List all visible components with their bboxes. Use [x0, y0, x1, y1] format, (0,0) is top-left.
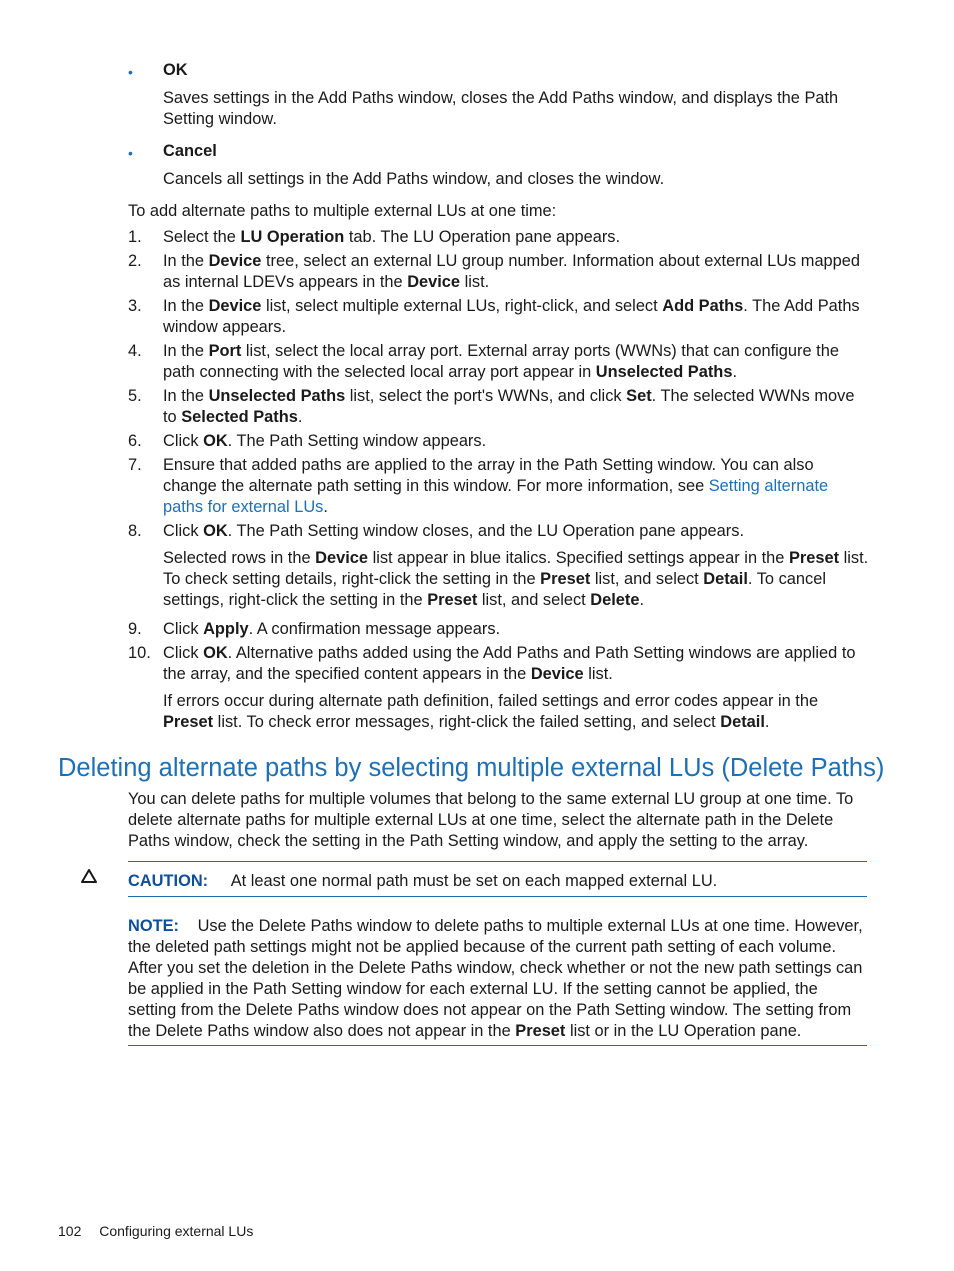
note-box — [128, 916, 868, 1042]
step-number: 3. — [128, 297, 142, 315]
note-bottom-rule — [128, 1045, 867, 1046]
step-text: In the Unselected Paths list, select the port's WWNs, and click Set. The selected WWNs move to Selected Paths. — [163, 387, 855, 426]
step-text: Click Apply. A confirmation message appears. — [163, 620, 501, 638]
step-8-detail: Selected rows in the Device list appear in blue italics. Specified settings appear in the Preset list. To check setting details, right-click the setting in the Preset list, and select Detail. To cancel settings, right-click the setting in the Preset list, and select Delete. — [163, 549, 869, 609]
step-text: In the Device tree, select an external LU group number. Information about external LUs mapped as internal LDEVs appears in the Device list. — [163, 252, 861, 291]
step-number: 5. — [128, 387, 142, 405]
step-text: Ensure that added paths are applied to the array in the Path Setting window. You can also change the alternate path setting in this window. For more information, see Setting alternate paths for external LUs. — [163, 456, 829, 516]
procedure-intro: To add alternate paths to multiple external LUs at one time: — [128, 202, 557, 220]
setting-alternate-paths-link[interactable]: Setting alternate paths for external LUs — [163, 477, 829, 516]
caution-top-rule — [128, 861, 867, 862]
step-number: 1. — [128, 228, 142, 246]
step-number: 9. — [128, 620, 142, 638]
bullet-desc-ok: Saves settings in the Add Paths window, closes the Add Paths window, and displays the Path Setting window. — [163, 89, 839, 128]
caution-box — [128, 871, 868, 892]
step-number: 8. — [128, 522, 142, 540]
step-number: 4. — [128, 342, 142, 360]
bullet-title-cancel: Cancel — [163, 142, 217, 160]
step-text: Select the LU Operation tab. The LU Operation pane appears. — [163, 228, 621, 246]
caution-label: CAUTION: — [128, 872, 209, 890]
step-10-detail: If errors occur during alternate path definition, failed settings and error codes appear in the Preset list. To check error messages, right-click the failed setting, and select Detail. — [163, 692, 819, 731]
note-text: Use the Delete Paths window to delete paths to multiple external LUs at one time. However, the deleted path settings might not be applied because of the current path setting of each volume. After you set the deletion in the Delete Paths window, check whether or not the new path settings can be applied in the Path Setting window for each external LU. If the setting cannot be applied, the setting from the Delete Paths window does not appear on the Path Setting window. The setting from the Delete Paths window also does not appear in the Preset list or in the LU Operation pane. — [128, 917, 863, 1040]
note-label: NOTE: — [128, 917, 179, 935]
caution-bottom-rule — [128, 896, 867, 897]
step-text: In the Device list, select multiple external LUs, right-click, and select Add Paths. The Add Paths window appears. — [163, 297, 860, 336]
step-text: Click OK. Alternative paths added using the Add Paths and Path Setting windows are applied to the array, and the specified content appears in the Device list. — [163, 644, 856, 683]
bullet-title-ok: OK — [163, 61, 188, 79]
bullet-dot: • — [128, 145, 133, 161]
step-text: In the Port list, select the local array port. External array ports (WWNs) that can configure the path connecting with the selected local array port appear in Unselected Paths. — [163, 342, 839, 381]
section-body: You can delete paths for multiple volumes that belong to the same external LU group at one time. To delete alternate paths for multiple external LUs at one time, select the alternate path in the Delete Paths window, check the setting in the Path Setting window, and apply the setting to the array. — [128, 790, 854, 850]
page-footer — [58, 1222, 253, 1240]
step-text: Click OK. The Path Setting window appears. — [163, 432, 487, 450]
bullet-dot: • — [128, 64, 133, 80]
caution-text: At least one normal path must be set on each mapped external LU. — [230, 872, 718, 890]
page-number: 102 — [58, 1223, 82, 1239]
chapter-title: Configuring external LUs — [99, 1223, 254, 1239]
bullet-desc-cancel: Cancels all settings in the Add Paths window, and closes the window. — [163, 170, 665, 188]
step-number: 2. — [128, 252, 142, 270]
step-number: 10. — [128, 644, 151, 662]
step-number: 6. — [128, 432, 142, 450]
step-number: 7. — [128, 456, 142, 474]
caution-triangle-icon — [80, 867, 98, 885]
section-heading: Deleting alternate paths by selecting multiple external LUs (Delete Paths) — [58, 754, 885, 782]
step-text: Click OK. The Path Setting window closes, and the LU Operation pane appears. — [163, 522, 745, 540]
